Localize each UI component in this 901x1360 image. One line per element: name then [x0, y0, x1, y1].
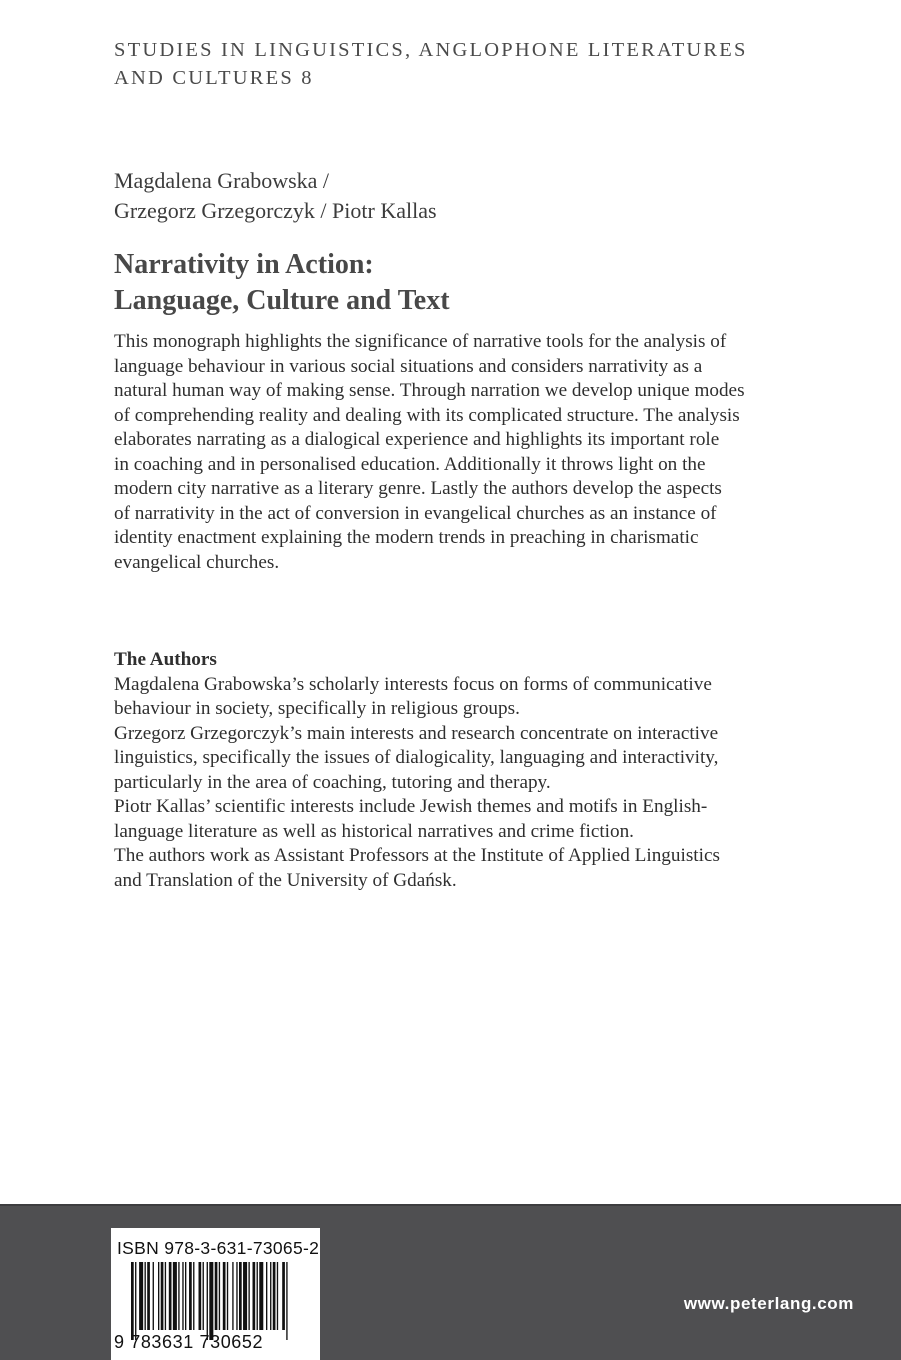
description-line: of narrativity in the act of conversion in evangelical churches as an instance of	[114, 502, 717, 524]
description-line: language behaviour in various social situations and considers narrativity as a	[114, 355, 703, 377]
about-line: Piotr Kallas’ scientific interests include Jewish themes and motifs in English-	[114, 796, 708, 817]
about-authors	[114, 648, 859, 893]
about-line: and Translation of the University of Gdańsk.	[114, 869, 457, 891]
author-line: Magdalena Grabowska /	[114, 168, 330, 193]
description-line: evangelical churches.	[114, 551, 280, 573]
about-line: behaviour in society, specifically in religious groups.	[114, 698, 520, 719]
author-line: Grzegorz Grzegorczyk / Piotr Kallas	[114, 198, 437, 223]
about-line: The authors work as Assistant Professors at the Institute of Applied Linguistics	[114, 845, 720, 866]
about-line: linguistics, specifically the issues of dialogicality, languaging and interactivity,	[114, 747, 719, 768]
about-line: particularly in the area of coaching, tutoring and therapy.	[114, 771, 551, 793]
description-line: elaborates narrating as a dialogical experience and highlights its important role	[114, 429, 720, 450]
description-line: of comprehending reality and dealing with its complicated structure. The analysis	[114, 404, 740, 426]
description-line: modern city narrative as a literary genre. Lastly the authors develop the aspects	[114, 478, 722, 499]
barcode-panel	[111, 1228, 320, 1360]
book-description	[114, 330, 859, 575]
author-names	[114, 166, 437, 226]
about-authors-heading: The Authors	[114, 649, 217, 670]
barcode-digits: 9 783631 730652	[114, 1332, 264, 1352]
book-title	[114, 247, 450, 319]
publisher-website: www.peterlang.com	[683, 1294, 854, 1313]
description-line: This monograph highlights the significance of narrative tools for the analysis of	[114, 331, 727, 352]
series-title-line: AND CULTURES 8	[114, 67, 314, 89]
about-line: language literature as well as historical narratives and crime fiction.	[114, 820, 634, 842]
series-title-line: STUDIES IN LINGUISTICS, ANGLOPHONE LITERATURES	[114, 39, 748, 61]
about-line: Magdalena Grabowska’s scholarly interests focus on forms of communicative	[114, 673, 712, 695]
about-line: Grzegorz Grzegorczyk’s main interests and research concentrate on interactive	[114, 722, 719, 744]
description-line: in coaching and in personalised education. Additionally it throws light on the	[114, 453, 706, 475]
isbn-label: ISBN 978-3-631-73065-2	[117, 1238, 320, 1258]
book-title-line: Language, Culture and Text	[114, 285, 450, 316]
series-title	[114, 36, 834, 92]
description-line: natural human way of making sense. Through narration we develop unique modes	[114, 380, 745, 401]
book-title-line: Narrativity in Action:	[114, 249, 374, 280]
description-line: identity enactment explaining the modern trends in preaching in charismatic	[114, 527, 699, 548]
